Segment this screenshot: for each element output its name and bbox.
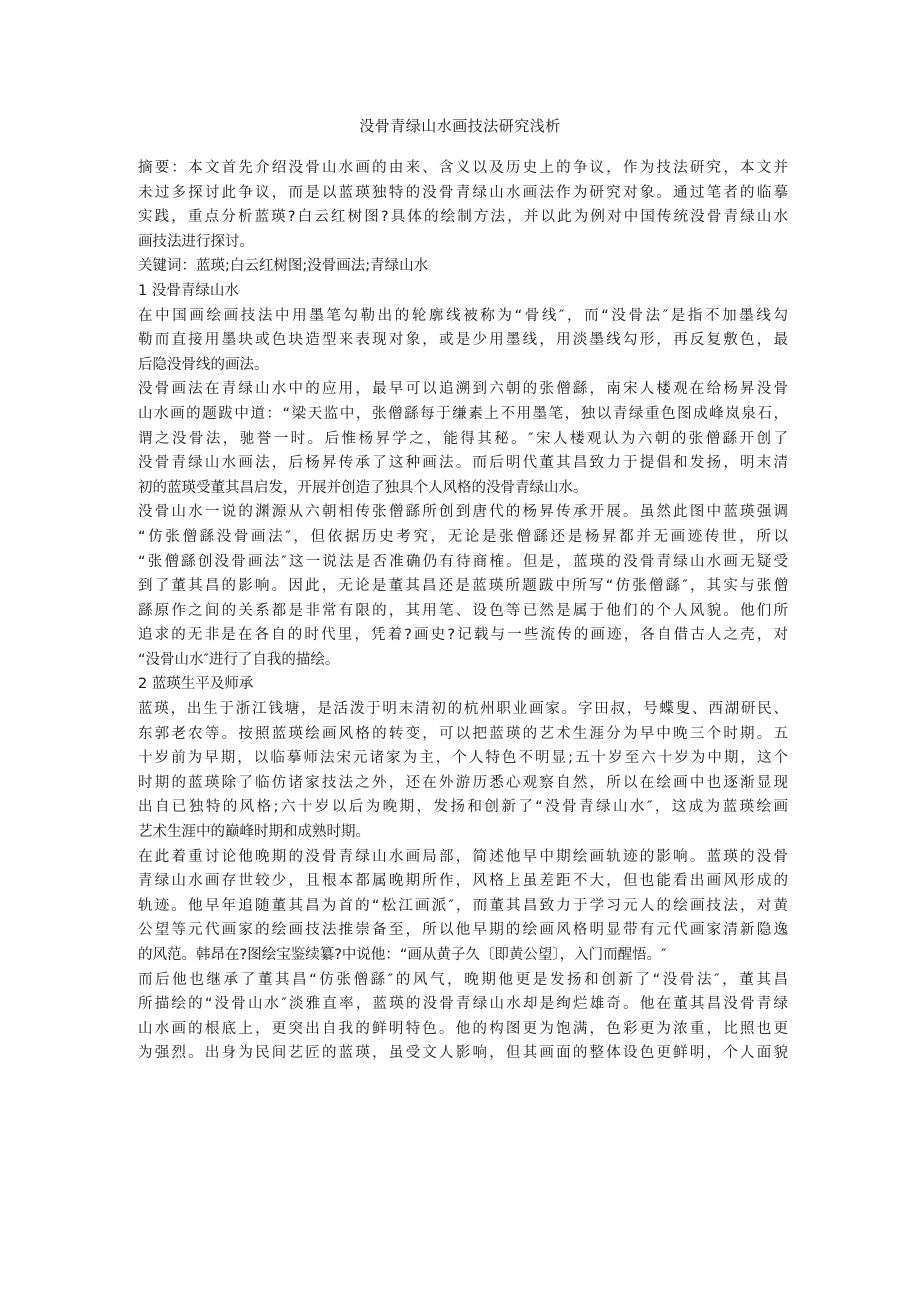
text-line: 后隐没骨线的画法。 — [138, 356, 269, 373]
text-line: 的风范。韩昂在?图绘宝鉴续纂?中说他：“画从黄子久〔即黄公望〕，入门而醒悟。″ — [138, 947, 667, 963]
text-line: 出自已独特的风格;六十岁以后为晚期，发扬和创新了“没骨青绿山水″，这成为蓝瑛绘画 — [138, 799, 788, 816]
text-line: 山水画的题跋中道：“梁天监中，张僧繇每于缣素上不用墨笔，独以青绿重色图成峰岚泉石， — [138, 405, 788, 422]
text-line: 公望等元代画家的绘画技法推崇备至，所以他早期的绘画风格明显带有元代画家清新隐逸 — [138, 922, 788, 939]
document-title: 没骨青绿山水画技法研究浅析 — [359, 117, 561, 135]
text-line: 没骨画法在青绿山水中的应用，最早可以追溯到六朝的张僧繇，南宋人楼观在给杨昇没骨 — [138, 381, 788, 398]
text-line: 东郭老农等。按照蓝瑛绘画风格的转变，可以把蓝瑛的艺术生涯分为早中晚三个时期。五 — [138, 725, 788, 742]
text-line: 十岁前为早期，以临摹师法宋元诸家为主，个人特色不明显;五十岁至六十岁为中期，这个 — [138, 750, 788, 767]
text-line: “仿张僧繇没骨画法″，但依据历史考究，无论是张僧繇还是杨昇都并无画迹传世，所以 — [138, 528, 788, 545]
text-line: 勒而直接用墨块或色块造型来表现对象，或是少用墨线，用淡墨线勾形，再反复敷色，最 — [138, 332, 788, 349]
text-line: 繇原作之间的关系都是非常有限的，其用笔、设色等已然是属于他们的个人风貌。他们所 — [138, 602, 788, 619]
text-line: 实践，重点分析蓝瑛?白云红树图?具体的绘制方法，并以此为例对中国传统没骨青绿山水 — [138, 209, 788, 226]
text-line: 摘要：本文首先介绍没骨山水画的由来、含义以及历史上的争议，作为技法研究，本文并 — [138, 160, 788, 176]
text-line: 为强烈。出身为民间艺匠的蓝瑛，虽受文人影响，但其画面的整体设色更鲜明，个人面貌 — [138, 1045, 788, 1062]
text-line: 而后他也继承了董其昌“仿张僧繇″的风气，晚期他更是发扬和创新了“没骨法″，董其昌 — [138, 971, 788, 988]
text-line: 初的蓝瑛受董其昌启发，开展并创造了独具个人风格的没骨青绿山水。 — [138, 479, 588, 496]
text-line: 未过多探讨此争议，而是以蓝瑛独特的没骨青绿山水画法作为研究对象。通过笔者的临摹 — [138, 184, 788, 201]
text-line: 2 蓝瑛生平及师承 — [138, 676, 254, 693]
text-line: 艺术生涯中的巅峰时期和成熟时期。 — [138, 824, 370, 841]
text-line: 关键词：蓝瑛;白云红树图;没骨画法;青绿山水 — [138, 258, 429, 275]
text-line: 追求的无非是在各自的时代里，凭着?画史?记载与一些流传的画迹，各自借古人之壳，对 — [138, 627, 788, 644]
text-line: 没骨青绿山水画法，后杨昇传承了这种画法。而后明代董其昌致力于提倡和发扬，明末清 — [138, 455, 788, 472]
text-line: “张僧繇创没骨画法″这一说法是否准确仍有待商榷。但是，蓝瑛的没骨青绿山水画无疑受 — [138, 553, 788, 570]
text-line: 没骨山水一说的渊源从六朝相传张僧繇所创到唐代的杨昇传承开展。虽然此图中蓝瑛强调 — [138, 504, 788, 521]
text-line: 到了董其昌的影响。因此，无论是董其昌还是蓝瑛所题跋中所写“仿张僧繇″，其实与张僧 — [138, 578, 788, 595]
text-line: 轨迹。他早年追随董其昌为首的“松江画派″，而董其昌致力于学习元人的绘画技法，对黄 — [138, 897, 788, 914]
text-line: 在此着重讨论他晚期的没骨青绿山水画局部，简述他早中期绘画轨迹的影响。蓝瑛的没骨 — [138, 848, 788, 865]
text-line: 蓝瑛，出生于浙江钱塘，是活泼于明末清初的杭州职业画家。字田叔，号蝶叟、西湖研民、 — [138, 701, 788, 718]
text-line: 在中国画绘画技法中用墨笔勾勒出的轮廓线被称为“骨线″，而“没骨法″是指不加墨线勾 — [138, 307, 788, 324]
text-line: 时期的蓝瑛除了临仿诸家技法之外，还在外游历悉心观察自然，所以在绘画中也逐渐显现 — [138, 774, 788, 791]
text-line: 1 没骨青绿山水 — [138, 282, 239, 299]
text-line: 青绿山水画存世较少，且根本都属晚期所作，风格上虽差距不大，但也能看出画风形成的 — [138, 873, 788, 890]
text-line: 所描绘的“没骨山水″淡雅直率，蓝瑛的没骨青绿山水却是绚烂雄奇。他在董其昌没骨青绿 — [138, 996, 788, 1013]
text-line: 画技法进行探讨。 — [138, 233, 254, 250]
text-line: 谓之没骨法，驰誉一时。后惟杨昇学之，能得其秘。″宋人楼观认为六朝的张僧繇开创了 — [138, 430, 788, 447]
text-line: “没骨山水″进行了自我的描绘。 — [138, 651, 340, 668]
text-line: 山水画的根底上，更突出自我的鲜明特色。他的构图更为饱满，色彩更为浓重，比照也更 — [138, 1020, 788, 1037]
document-body — [138, 156, 788, 1066]
